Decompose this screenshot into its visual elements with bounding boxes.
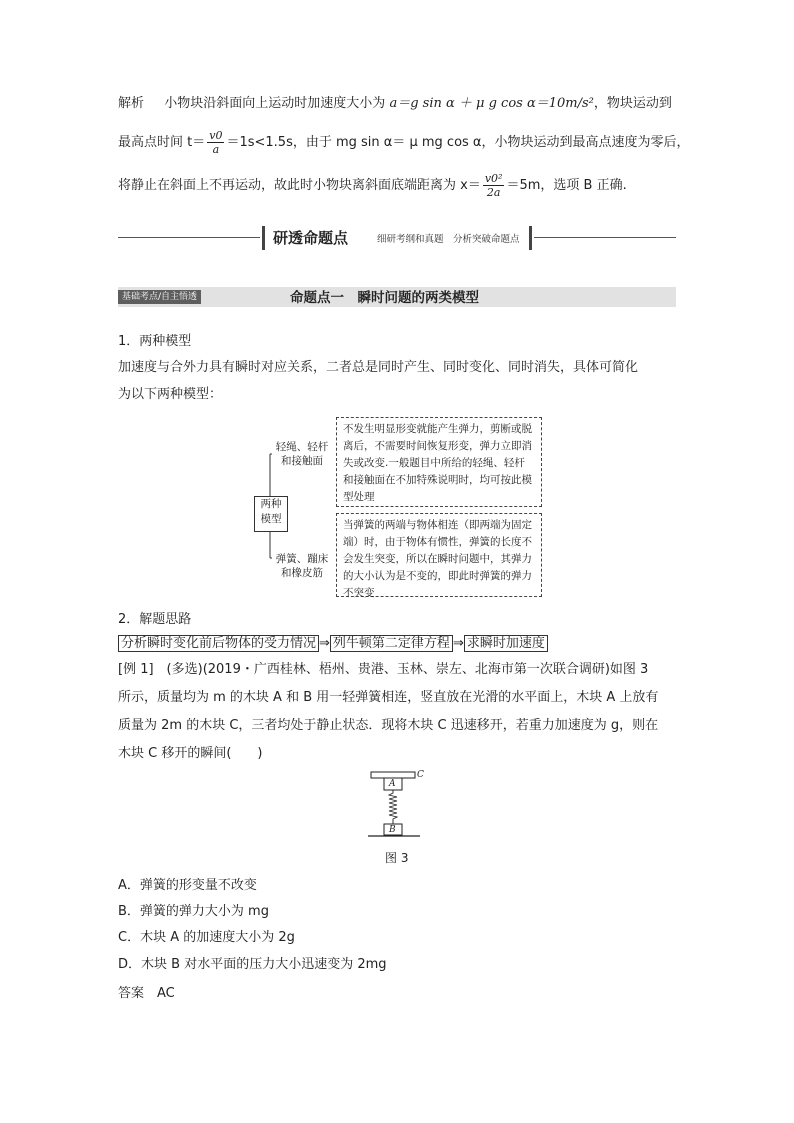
analysis-line-1: 解析 小物块沿斜面向上运动时加速度大小为 a＝g sin α ＋ μ g cos α＝10m/s²，物块运动到 (118, 96, 672, 111)
topic-title: 命题点一 瞬时问题的两类模型 (290, 290, 479, 306)
figure-3 (366, 770, 436, 842)
section-title: 研透命题点 (273, 229, 349, 247)
arrow-icon: ⇒ (319, 636, 330, 651)
solution-steps (118, 634, 548, 654)
option-b: B．弹簧的弹力大小为 mg (118, 904, 269, 919)
part1-heading: 1．两种模型 (118, 334, 192, 349)
part2-heading: 2．解题思路 (118, 612, 192, 627)
models-diagram (250, 413, 550, 603)
step-1-box: 分析瞬时变化前后物体的受力情况 (118, 635, 319, 652)
answer: 答案 AC (118, 986, 175, 1001)
spring-blocks-figure (366, 770, 436, 842)
example-line-4: 木块 C 移开的瞬间( ) (118, 746, 263, 761)
analysis-line-2: 最高点时间 t＝ $\frac{v0}{a}$ ＝1s<1.5s，由于 mg sin α＝ μ mg cos α，小物块运动到最高点速度为零后， (118, 129, 690, 156)
section-subtitle: 细研考纲和真题 分析突破命题点 (377, 234, 520, 245)
option-d: D．木块 B 对水平面的压力大小迅速变为 2mg (118, 957, 387, 972)
fraction-v0-a: $\frac{v0}{a}$ (209, 129, 223, 156)
figure-caption: 图 3 (385, 851, 409, 865)
analysis-label: 解析 (118, 96, 145, 111)
accel-formula: a＝g sin α ＋ μ g cos α＝10m/s² (389, 96, 594, 111)
figure-label-c: C (417, 770, 424, 780)
example-line-2: 所示，质量均为 m 的木块 A 和 B 用一轻弹簧相连，竖直放在光滑的水平面上，木块 A 上放有 (118, 690, 659, 705)
figure-label-a: A (389, 779, 396, 789)
diagram-desc-1: 不发生明显形变就能产生弹力，剪断或脱离后，不需要时间恢复形变，弹力立即消失或改变.一般题目中所给的轻绳、轻杆和接触面在不加特殊说明时，均可按此模型处理 (336, 417, 542, 507)
diagram-branch-2: 弹簧、蹦床 和橡皮筋 (272, 552, 332, 580)
diagram-root-box: 两种 模型 (254, 496, 288, 532)
analysis-line-3: 将静止在斜面上不再运动，故此时小物块离斜面底端距离为 x＝ $\frac{\text{v0²}}{2a}$ ＝5m，选项 B 正确. (118, 172, 627, 199)
fraction-v0sq-2a: $\frac{\text{v0²}}{2a}$ (484, 172, 503, 199)
arrow-icon: ⇒ (452, 636, 464, 651)
section-rule-left (118, 237, 260, 238)
step-2-box: 列牛顿第二定律方程 (330, 635, 453, 652)
topic-tag: 基础考点/自主悟透 (118, 290, 201, 304)
option-c: C．木块 A 的加速度大小为 2g (118, 930, 295, 945)
step-3-box: 求瞬时加速度 (464, 635, 548, 652)
part1-paragraph-line-2: 为以下两种模型： (118, 387, 223, 402)
section-rule-right (534, 237, 676, 238)
example-line-3: 质量为 2m 的木块 C，三者均处于静止状态．现将木块 C 迅速移开，若重力加速度为 g，则在 (118, 718, 659, 733)
example-line-1: [例 1] (多选)(2019・广西桂林、梧州、贵港、玉林、崇左、北海市第一次联合调研)如图 3 (118, 662, 649, 677)
option-a: A．弹簧的形变量不改变 (118, 878, 257, 893)
figure-label-b: B (389, 825, 396, 835)
part1-paragraph-line-1: 加速度与合外力具有瞬时对应关系，二者总是同时产生、同时变化、同时消失，具体可简化 (118, 360, 639, 375)
diagram-desc-2: 当弹簧的两端与物体相连（即两端为固定端）时，由于物体有惯性，弹簧的长度不会发生突变，所以在瞬时问题中，其弹力的大小认为是不变的，即此时弹簧的弹力不突变 (336, 513, 542, 597)
diagram-branch-1: 轻绳、轻杆 和接触面 (272, 440, 332, 468)
section-header (262, 226, 532, 250)
